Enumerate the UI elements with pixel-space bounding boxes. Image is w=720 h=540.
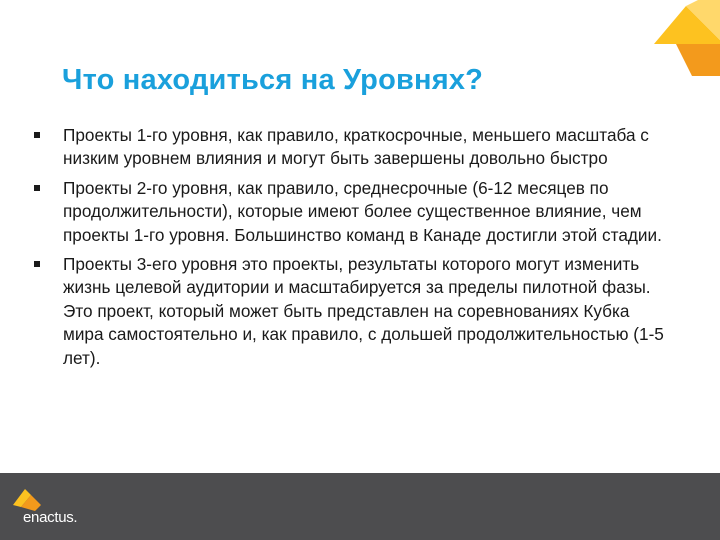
bullet-item-level-2 (34, 177, 674, 247)
enactus-logo-text: enactus. (23, 509, 78, 526)
bullet-marker-icon (34, 261, 40, 267)
bullet-marker-icon (34, 132, 40, 138)
bullet-text: Проекты 2-го уровня, как правило, среднесрочные (6-12 месяцев по продолжительности), которые имеют более существенное влияние, чем проекты 1-го уровня. Большинство команд в Канаде достигли этой стадии. (63, 177, 662, 245)
corner-decoration-icon (648, 0, 720, 76)
footer-bar (0, 473, 720, 540)
bullet-list (34, 124, 674, 376)
bullet-marker-icon (34, 185, 40, 191)
slide-title: Что находиться на Уровнях? (62, 64, 484, 96)
bullet-text: Проекты 3-его уровня это проекты, результаты которого могут изменить жизнь целевой аудитории и масштабируется за пределы пилотной фазы. Это проект, который может быть представлен на соревнованиях Кубка мира самостоятельно и, как правило, с дольшей продолжительностью (1-5 лет). (63, 254, 664, 368)
bullet-item-level-1 (34, 124, 674, 171)
bullet-item-level-3 (34, 253, 674, 370)
bullet-text: Проекты 1-го уровня, как правило, краткосрочные, меньшего масштаба с низким уровнем влияния и могут быть завершены довольно быстро (63, 125, 649, 169)
